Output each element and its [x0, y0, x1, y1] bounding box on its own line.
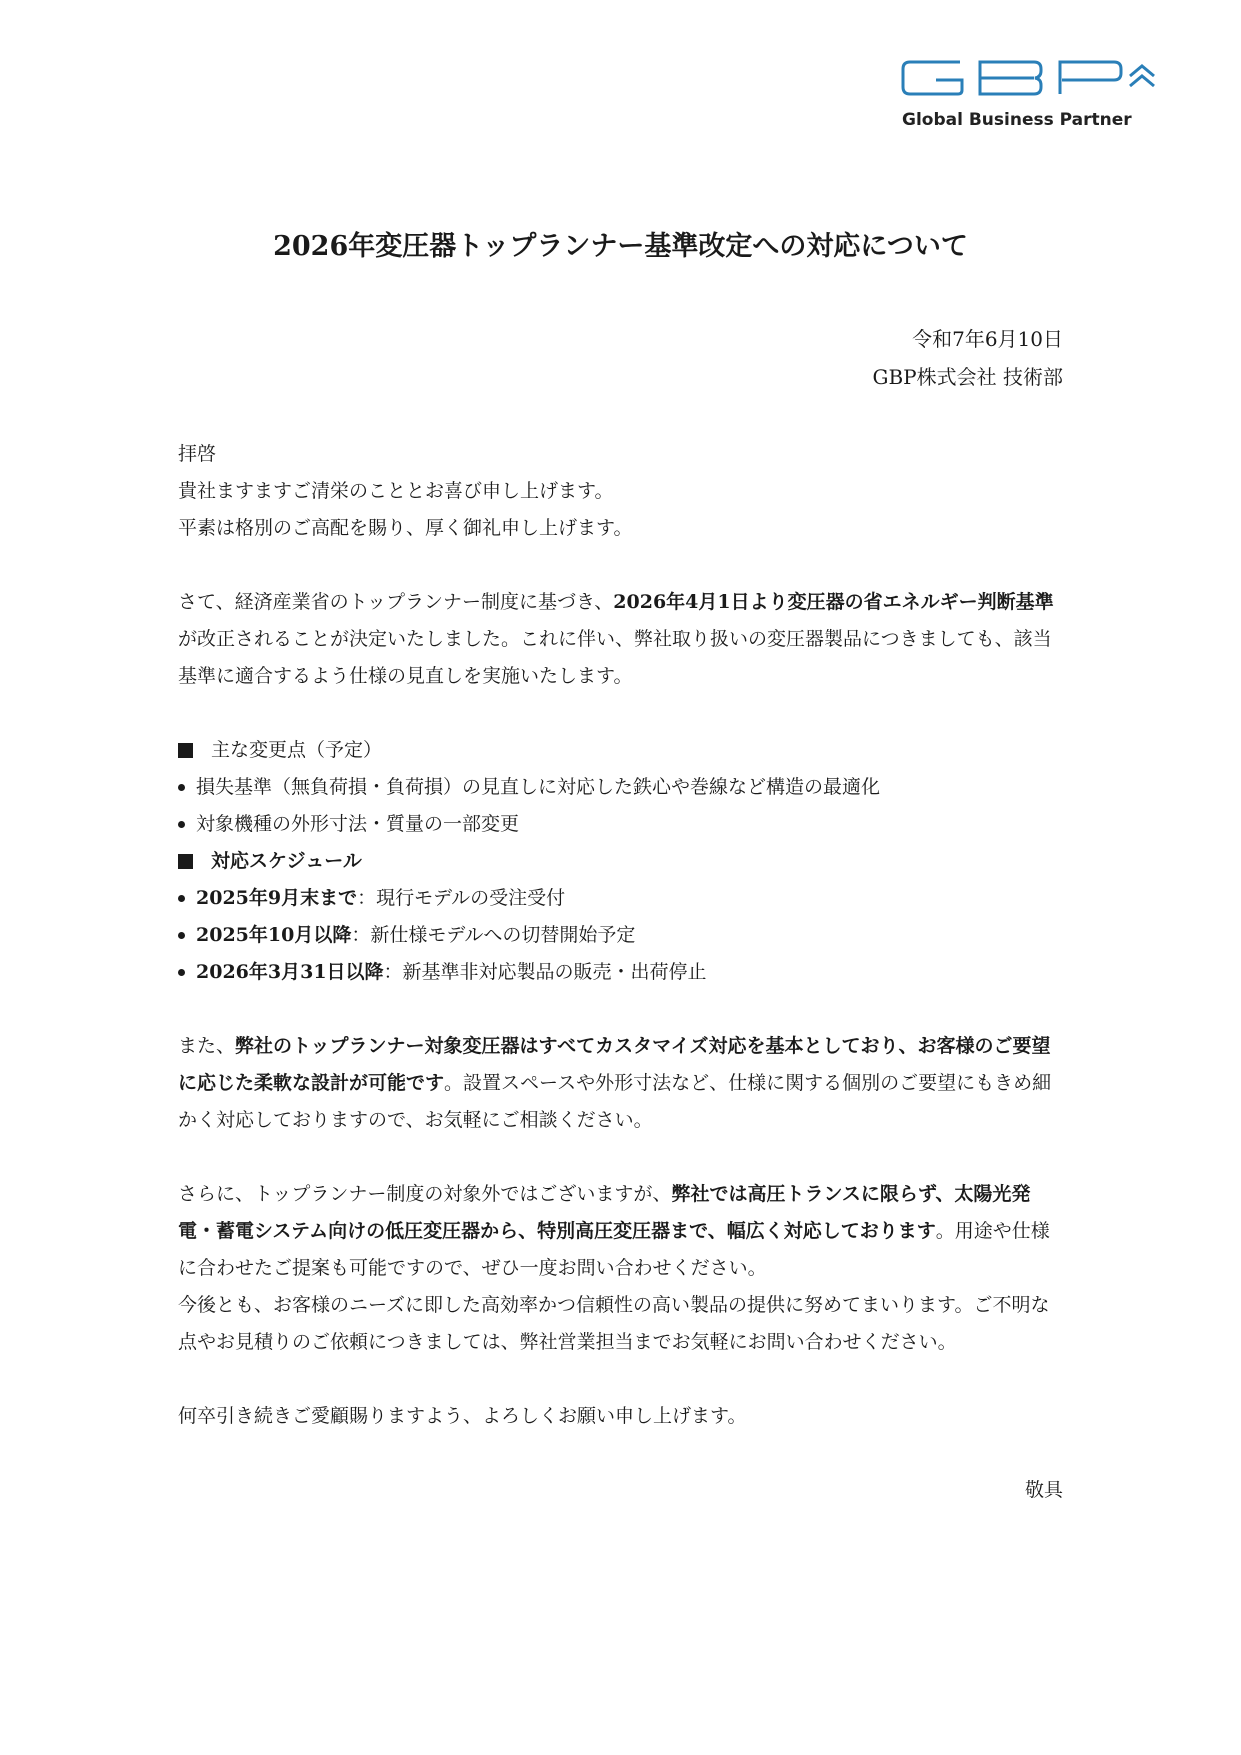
para1-text-a: さて、経済産業省のトップランナー制度に基づき、	[178, 591, 614, 613]
list-item: 2025年10月以降 ：新仕様モデルへの切替開始予定	[178, 917, 1063, 954]
bullet-icon	[178, 932, 185, 939]
list-item: 2025年9月末まで ：現行モデルの受注受付	[178, 880, 1063, 917]
section-changes-heading: 主な変更点（予定）	[178, 732, 1063, 769]
square-bullet-icon	[178, 743, 193, 758]
para1-bold: 2026年4月1日より変圧器の省エネルギー判断基準	[613, 591, 1054, 613]
bullet-icon	[178, 969, 185, 976]
document-meta	[873, 320, 1064, 396]
para1-text-c: が改正されることが決定いたしました。これに伴い、弊社取り扱いの変圧器製品につきましても、該当基準に適合するよう仕様の見直しを実施いたします。	[178, 628, 1052, 687]
bullet-icon	[178, 821, 185, 828]
bullet-icon	[178, 784, 185, 791]
logo-tagline: Global Business Partner	[902, 110, 1132, 130]
section-schedule-heading: 対応スケジュール	[178, 843, 1063, 880]
list-item: 損失基準（無負荷損・負荷損）の見直しに対応した鉄心や巻線など構造の最適化	[178, 769, 1063, 806]
sign-off: 敬具	[1024, 1479, 1063, 1501]
square-bullet-icon	[178, 854, 193, 869]
company-logo	[900, 58, 1180, 138]
sender: GBP株式会社 技術部	[872, 365, 1063, 389]
bullet-icon	[178, 895, 185, 902]
issue-date: 令和7年6月10日	[912, 327, 1063, 351]
greeting-opening: 拝啓	[178, 443, 217, 465]
greeting-line-1: 貴社ますますご清栄のこととお喜び申し上げます。	[178, 480, 614, 502]
list-item: 対象機種の外形寸法・質量の一部変更	[178, 806, 1063, 843]
greeting-line-2: 平素は格別のご高配を賜り、厚く御礼申し上げます。	[178, 517, 633, 539]
paragraph-customization: また、弊社のトップランナー対象変圧器はすべてカスタマイズ対応を基本としており、お客様のご要望に応じた柔軟な設計が可能です。設置スペースや外形寸法など、仕様に関する個別のご要望にもきめ細かく対応しておりますので、お気軽にご相談ください。	[178, 1035, 1052, 1131]
letter-body	[178, 436, 1063, 1509]
paragraph-contact: 今後とも、お客様のニーズに即した高効率かつ信頼性の高い製品の提供に努めてまいります。ご不明な点やお見積りのご依頼につきましては、弊社営業担当までお気軽にお問い合わせください。	[178, 1294, 1050, 1353]
gbp-logo-mark	[900, 58, 1170, 98]
paragraph-product-range: さらに、トップランナー制度の対象外ではございますが、弊社では高圧トランスに限らず、太陽光発電・蓄電システム向けの低圧変圧器から、特別高圧変圧器まで、幅広く対応しております。用途や仕様に合わせたご提案も可能ですので、ぜひ一度お問い合わせください。	[178, 1183, 1050, 1279]
closing-line: 何卒引き続きご愛顧賜りますよう、よろしくお願い申し上げます。	[178, 1405, 747, 1427]
list-item: 2026年3月31日以降 ：新基準非対応製品の販売・出荷停止	[178, 954, 1063, 991]
document-title: 2026年変圧器トップランナー基準改定への対応について	[273, 231, 968, 262]
paragraph-announcement	[178, 584, 1063, 695]
